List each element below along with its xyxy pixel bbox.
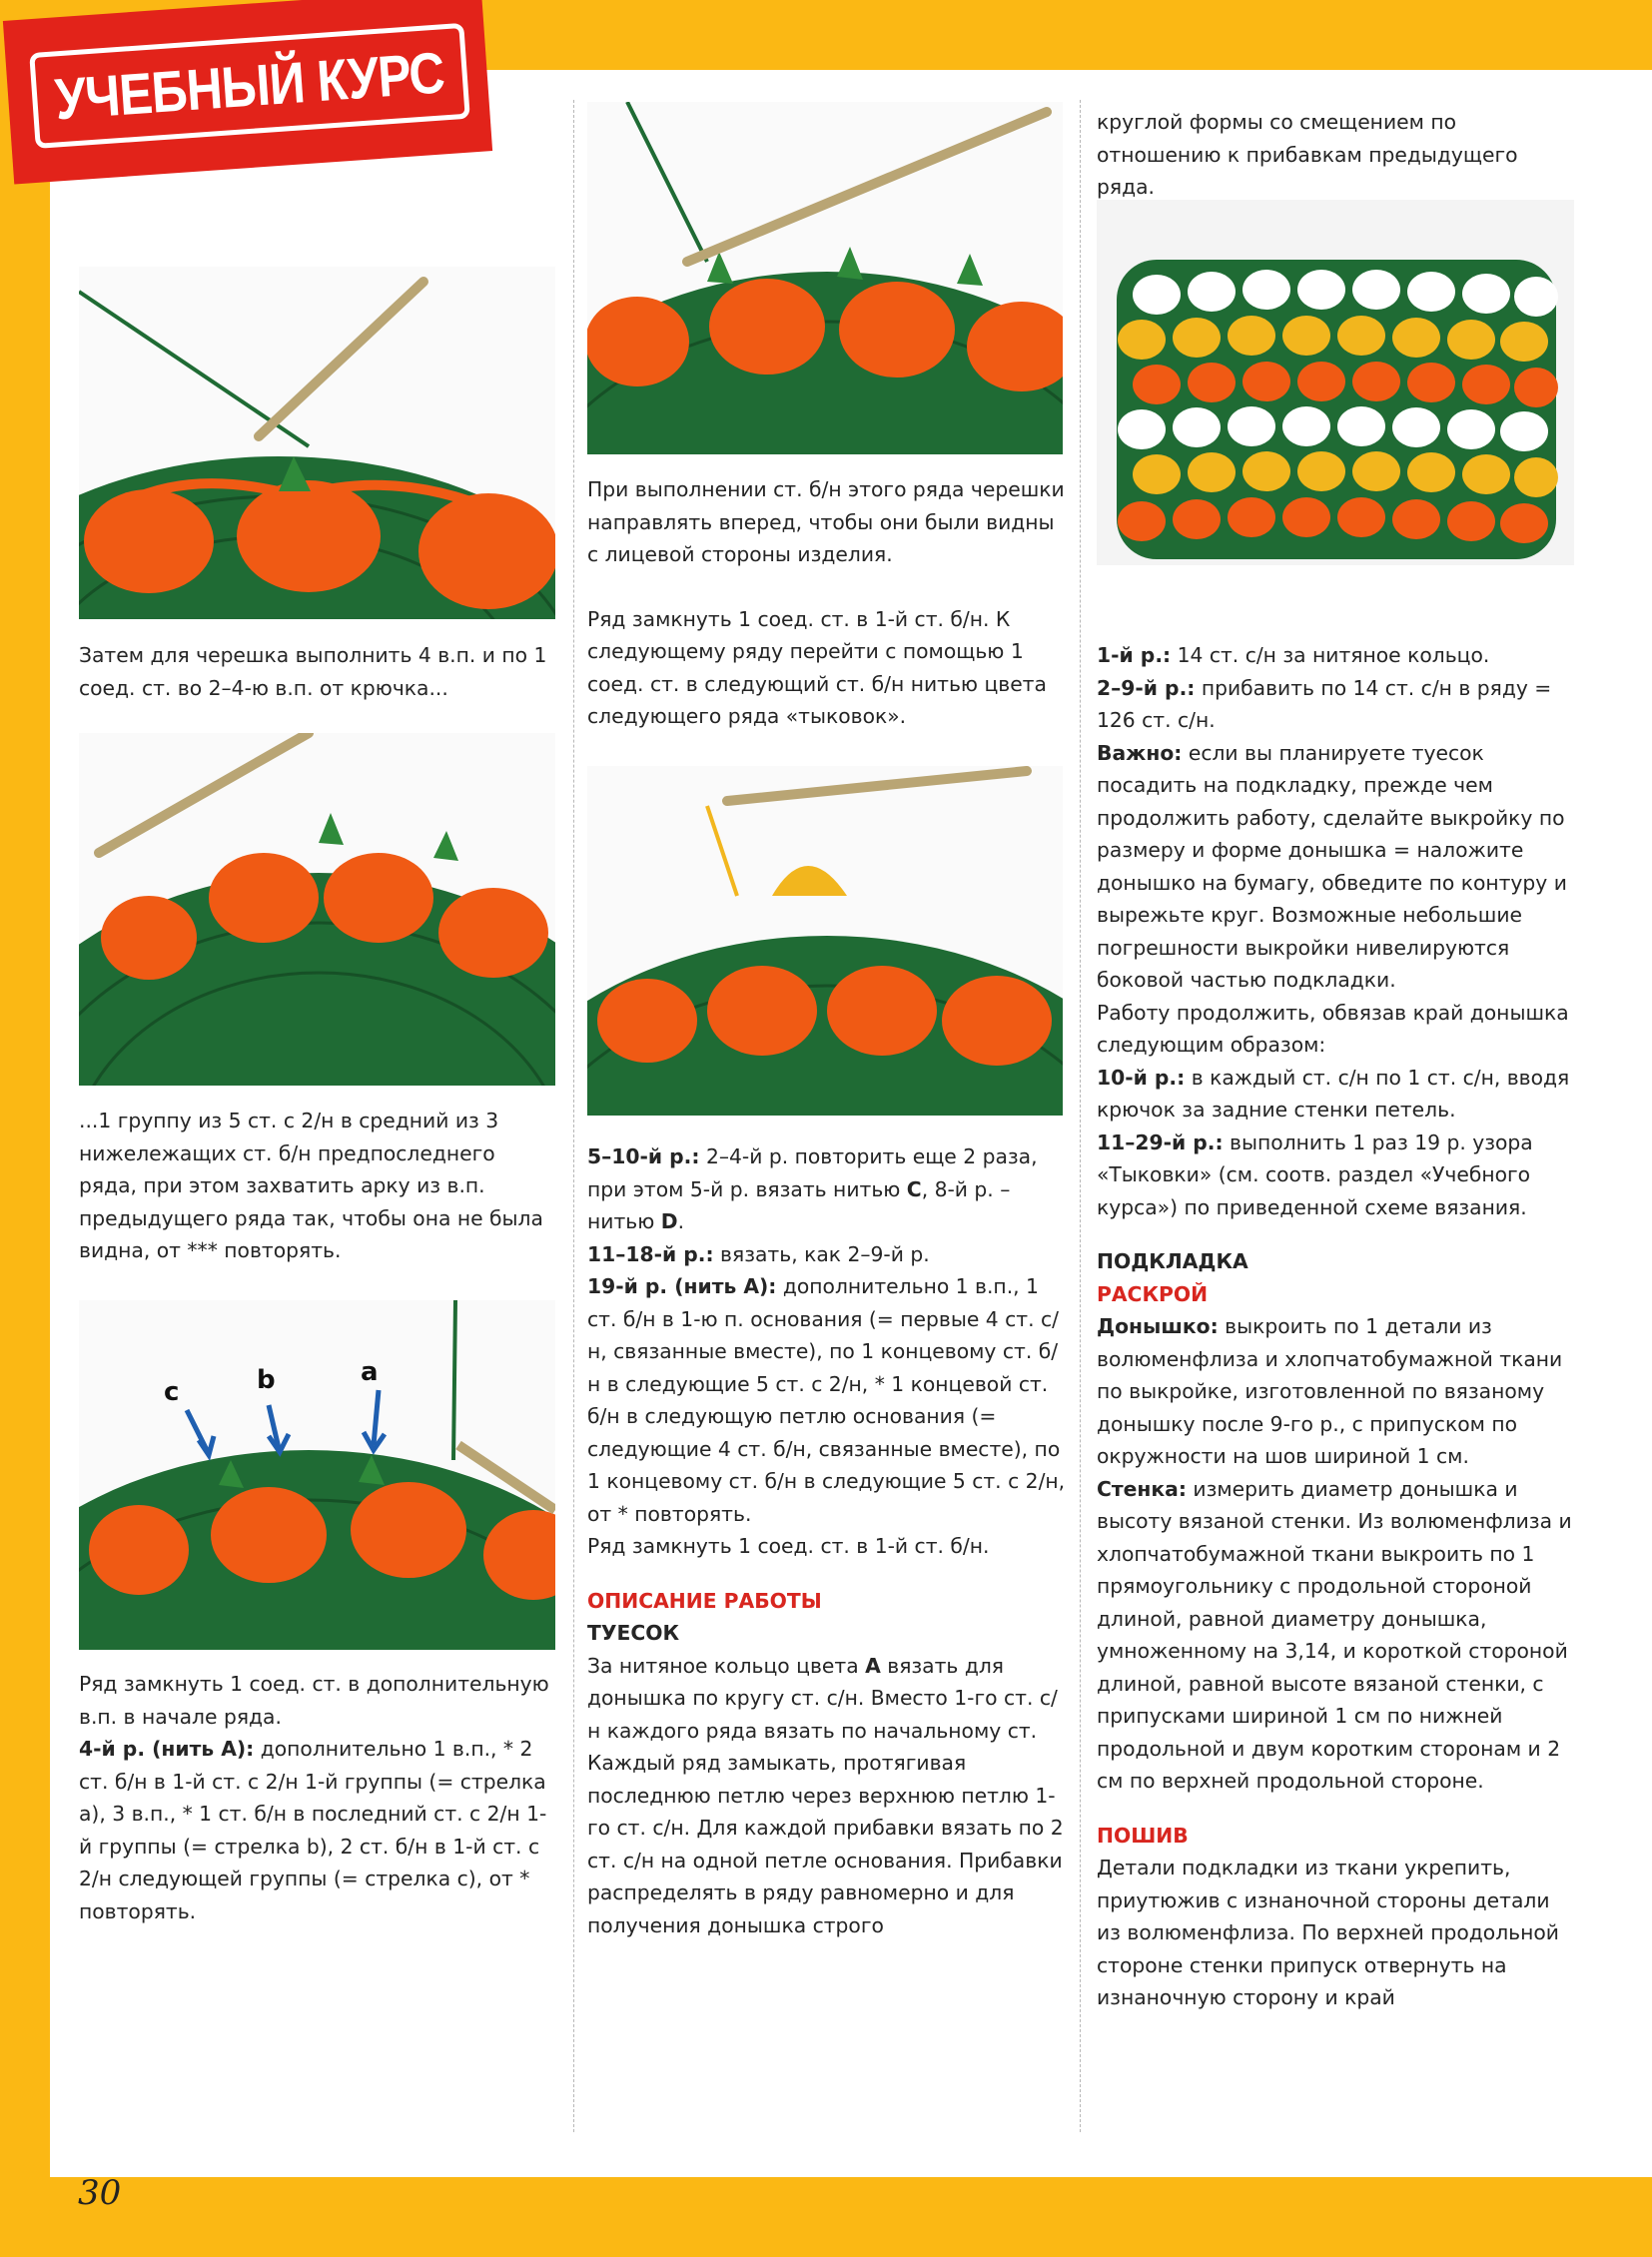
subsection-heading: ТУЕСОК — [587, 1621, 680, 1645]
row-text: 2–4-й р. повторить еще 2 раза, при этом 5-й р. вязать нитью — [587, 1144, 1038, 1201]
paragraph — [587, 1140, 1067, 1238]
col2-text-b — [587, 1140, 1067, 1941]
arrow-label-b: b — [257, 1365, 276, 1395]
col2-text-a — [587, 473, 1067, 733]
row-label: 2–9-й р.: — [1097, 675, 1196, 700]
arrow-label-c: c — [164, 1377, 180, 1407]
part-label: Стенка: — [1097, 1476, 1187, 1501]
col3-text-main — [1097, 639, 1576, 2014]
paragraph — [1097, 1310, 1576, 1473]
col1-text-b — [79, 1105, 558, 1267]
paragraph: Ряд замкнуть 1 соед. ст. в дополнительную в.п. в начале ряда. — [79, 1672, 549, 1729]
section-title: УЧЕБНЫЙ КУРС — [53, 39, 446, 132]
row-label: 4-й р. (нить A): — [79, 1737, 255, 1761]
photo-stems-forward — [587, 102, 1063, 454]
column-separator — [1080, 100, 1081, 2132]
row-text: 14 ст. с/н за нитяное кольцо. — [1171, 643, 1490, 667]
paragraph: Детали подкладки из ткани укрепить, приутюжив с изнаночной стороны детали из волюменфлиза. По верхней продольной стороне стенки припуск отвернуть на изнаночную сторону и край — [1097, 1856, 1559, 2009]
row-label: 11–18-й р.: — [587, 1241, 714, 1266]
row-label: 11–29-й р.: — [1097, 1129, 1224, 1154]
section-heading: ОПИСАНИЕ РАБОТЫ — [587, 1588, 822, 1613]
part-text: выкроить по 1 детали из волюменфлиза и хлопчатобумажной ткани по выкройке, изготовленной по вязаному донышку после 9-го р., с припуском по окружности на шов шириной 1 см. — [1097, 1314, 1563, 1468]
photo-next-color — [587, 766, 1063, 1116]
subsection-heading: ПОШИВ — [1097, 1823, 1189, 1848]
subsection-heading: РАСКРОЙ — [1097, 1281, 1209, 1306]
photo-finished-basket — [1097, 200, 1574, 565]
row-text: дополнительно 1 в.п., * 2 ст. б/н в 1-й ст. с 2/н 1-й группы (= стрелка a), 3 в.п., * 1 ст. б/н в последний ст. с 2/н 1-й группы (= стрелка b), 2 ст. б/н в 1-й ст. с 2/н следующей группы (= стрелка c), от * повторять. — [79, 1737, 547, 1923]
yarn-letter: D — [660, 1209, 678, 1233]
row-text: в каждый ст. с/н по 1 ст. с/н, вводя крючок за задние стенки петель. — [1097, 1065, 1570, 1122]
part-label: Донышко: — [1097, 1314, 1219, 1338]
col3-text-top — [1097, 106, 1576, 204]
row-text: дополнительно 1 в.п., 1 ст. б/н в 1-ю п. основания (= первые 4 ст. с/н, связанные вместе), по 1 концевому ст. б/н в следующие 5 ст. с 2/н, * 1 концевой ст. б/н в следующую петлю основания (= следующие 4 ст. б/н, связанные вместе), по 1 концевому ст. б/н в следующие 5 ст. с 2/н, от * повторять. — [587, 1274, 1066, 1526]
paragraph: Ряд замкнуть 1 соед. ст. в 1-й ст. б/н. К следующему ряду перейти с помощью 1 соед. ст. в следующий ст. б/н нитью цвета следующего ряда «тыковок». — [587, 606, 1047, 728]
row-text: . — [677, 1209, 685, 1233]
paragraph: При выполнении ст. б/н этого ряда черешки направлять вперед, чтобы они были видны с лицевой стороны изделия. — [587, 477, 1065, 566]
paragraph — [587, 1650, 1067, 1942]
photo-stem-chain — [79, 267, 555, 619]
row-text: , 8-й р. – нитью — [587, 1176, 1011, 1233]
paragraph — [587, 1270, 1067, 1530]
important-label: Важно: — [1097, 740, 1183, 765]
paragraph: ...1 группу из 5 ст. с 2/н в средний из 3 нижележащих ст. б/н предпоследнего ряда, при этом захватить арку из в.п. предыдущего ряда так, чтобы она не была видна, от *** повторять. — [79, 1109, 543, 1262]
photo-puff-groups — [79, 733, 555, 1086]
page-number: 30 — [78, 2173, 122, 2213]
part-text: измерить диаметр донышка и высоту вязаной стенки. Из волюменфлиза и хлопчатобумажной ткани выкроить по 1 прямоугольнику с продольной стороной длиной, равной диаметру донышка, умноженному на 3,14, и короткой стороной длиной, равной высоте вязаной стенки, с припусками шириной 1 см по нижней продольной и двум коротким сторонам и 2 см по верхней продольной стороне. — [1097, 1476, 1572, 1793]
row-label: 19-й р. (нить A): — [587, 1274, 777, 1298]
text: За нитяное кольцо цвета — [587, 1653, 866, 1678]
row-text: выполнить 1 раз 19 р. узора «Тыковки» (см. соотв. раздел «Учебного курса») по приведенной схеме вязания. — [1097, 1129, 1533, 1219]
yarn-letter: C — [906, 1176, 922, 1201]
paragraph — [1097, 1062, 1576, 1127]
paragraph — [1097, 737, 1576, 997]
photo-arrows-abc — [79, 1300, 555, 1650]
row-text: вязать, как 2–9-й р. — [713, 1241, 930, 1266]
col1-text-c — [79, 1668, 558, 1927]
paragraph — [79, 1733, 558, 1927]
paragraph: круглой формы со смещением по отношению к прибавкам предыдущего ряда. — [1097, 110, 1518, 199]
paragraph — [1097, 639, 1576, 672]
paragraph — [587, 1238, 1067, 1271]
column-separator — [573, 100, 574, 2132]
paragraph — [1097, 1473, 1576, 1798]
arrow-label-a: a — [361, 1357, 379, 1387]
paragraph: Работу продолжить, обвязав край донышка следующим образом: — [1097, 1000, 1569, 1057]
important-text: если вы планируете туесок посадить на подкладку, прежде чем продолжить работу, сделайте выкройку по размеру и форме донышка = наложите донышко на бумагу, обведите по контуру и вырежьте круг. Возможные небольшие погрешности выкройки нивелируются боковой частью подкладки. — [1097, 740, 1567, 992]
paragraph: Затем для черешка выполнить 4 в.п. и по 1 соед. ст. во 2–4-ю в.п. от крючка... — [79, 643, 547, 700]
row-text: прибавить по 14 ст. с/н в ряду = 126 ст. с/н. — [1097, 675, 1552, 732]
row-label: 10-й р.: — [1097, 1065, 1186, 1090]
section-heading: ПОДКЛАДКА — [1097, 1249, 1248, 1273]
yarn-letter: A — [865, 1653, 881, 1678]
paragraph — [1097, 1127, 1576, 1224]
paragraph — [1097, 672, 1576, 737]
row-label: 5–10-й р.: — [587, 1144, 700, 1168]
row-label: 1-й р.: — [1097, 643, 1172, 667]
badge-frame — [29, 23, 470, 149]
text: вязать для донышка по кругу ст. с/н. Вместо 1-го ст. с/н каждого ряда вязать по начальному ст. Каждый ряд замыкать, протягивая последнюю петлю через верхнюю петлю 1-го ст. с/н. Для каждой прибавки вязать по 2 ст. с/н на одной петле основания. Прибавки распределять в ряду равномерно и для получения донышка строго — [587, 1653, 1064, 1937]
paragraph: Ряд замкнуть 1 соед. ст. в 1-й ст. б/н. — [587, 1534, 990, 1558]
col1-text-a — [79, 639, 558, 704]
